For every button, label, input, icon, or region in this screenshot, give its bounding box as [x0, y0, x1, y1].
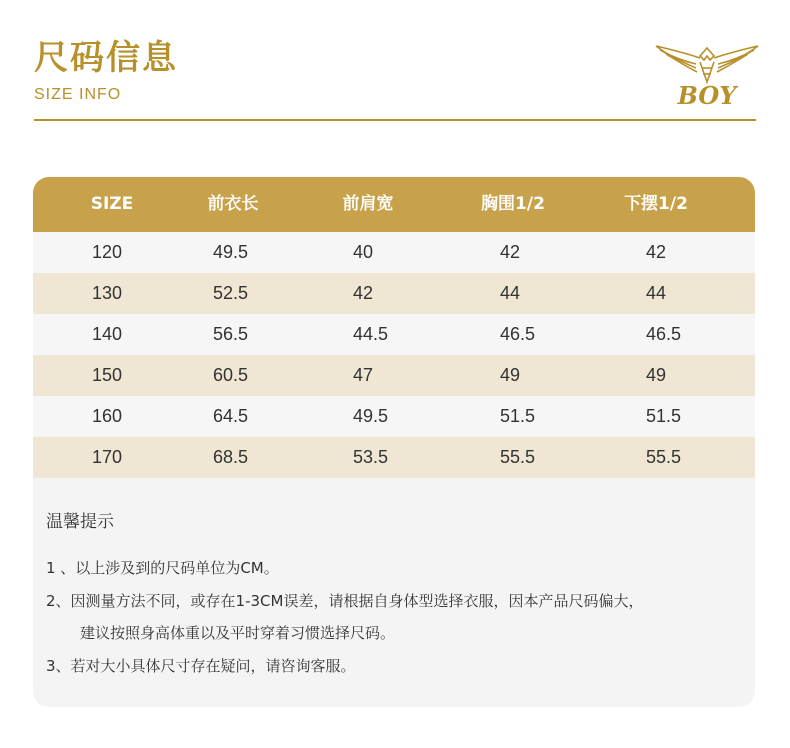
table-cell: 46.5 — [500, 324, 536, 344]
table-cell: 42 — [353, 283, 374, 303]
table-cell: 44.5 — [353, 324, 389, 344]
table-cell: 44 — [646, 283, 667, 303]
table-cell: 46.5 — [646, 324, 682, 344]
table-cell-size: 170 — [92, 447, 123, 467]
table-row — [33, 355, 755, 396]
table-cell: 64.5 — [213, 406, 249, 426]
table-cell-size: 120 — [92, 242, 123, 262]
table-cell: 52.5 — [213, 283, 249, 303]
column-header-front-length: 前衣长 — [207, 194, 259, 214]
table-cell-size: 160 — [92, 406, 123, 426]
table-cell: 55.5 — [646, 447, 682, 467]
table-cell: 49 — [646, 365, 667, 385]
table-row — [33, 437, 755, 478]
table-cell: 42 — [500, 242, 521, 262]
table-cell: 49 — [500, 365, 521, 385]
table-row — [33, 232, 755, 273]
table-cell: 42 — [646, 242, 667, 262]
table-cell: 51.5 — [500, 406, 536, 426]
table-cell: 44 — [500, 283, 521, 303]
page-title: 尺码信息 — [34, 38, 178, 78]
svg-text:BOY: BOY — [677, 81, 737, 110]
table-cell: 51.5 — [646, 406, 682, 426]
table-row — [33, 396, 755, 437]
page-subtitle: SIZE INFO — [34, 86, 122, 103]
tip-item: 2、因测量方法不同，或存在1-3CM误差，请根据自身体型选择衣服，因本产品尺码偏大， — [46, 592, 644, 610]
boy-eagle-logo — [652, 38, 762, 110]
table-cell: 56.5 — [213, 324, 249, 344]
table-cell: 55.5 — [500, 447, 536, 467]
table-header — [33, 177, 755, 232]
table-cell-size: 150 — [92, 365, 123, 385]
header-divider — [34, 119, 756, 121]
table-cell: 53.5 — [353, 447, 389, 467]
table-cell: 40 — [353, 242, 374, 262]
tip-item: 建议按照身高体重以及平时穿着习惯选择尺码。 — [80, 624, 396, 642]
table-row — [33, 273, 755, 314]
table-cell-size: 130 — [92, 283, 123, 303]
column-header-hem: 下摆1/2 — [624, 194, 688, 214]
column-header-shoulder-width: 前肩宽 — [342, 194, 394, 214]
table-cell-size: 140 — [92, 324, 123, 344]
column-header-size: SIZE — [90, 194, 134, 214]
table-cell: 60.5 — [213, 365, 249, 385]
table-cell: 49.5 — [213, 242, 249, 262]
table-cell: 68.5 — [213, 447, 249, 467]
tips-title: 温馨提示 — [46, 512, 114, 532]
column-header-chest: 胸围1/2 — [481, 194, 545, 214]
tip-item: 3、若对大小具体尺寸存在疑问，请咨询客服。 — [46, 657, 356, 675]
table-cell: 49.5 — [353, 406, 389, 426]
table-row — [33, 314, 755, 355]
table-cell: 47 — [353, 365, 374, 385]
tip-item: 1 、以上涉及到的尺码单位为CM。 — [46, 559, 279, 577]
size-table-card — [33, 177, 755, 707]
eagle-logo-icon — [652, 38, 762, 110]
